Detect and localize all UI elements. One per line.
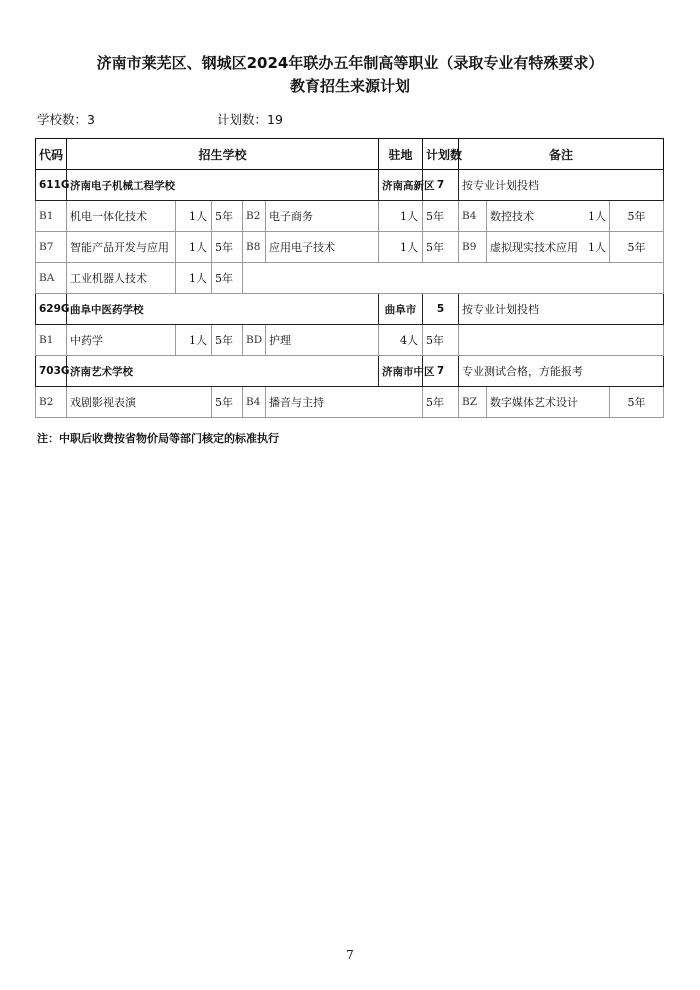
major-quantity: 1人: [176, 263, 212, 294]
page-number: 7: [346, 948, 354, 962]
school-location: 济南市中区: [379, 356, 423, 387]
major-name: 数控技术: [490, 210, 535, 223]
major-code: BZ: [459, 387, 487, 418]
header-code: 代码: [36, 139, 67, 170]
header-school: 招生学校: [67, 139, 379, 170]
major-quantity: 1人: [176, 232, 212, 263]
major-years: 5年: [610, 201, 664, 232]
empty-cell: [459, 325, 664, 356]
major-name: 工业机器人技术: [67, 263, 176, 294]
school-code: 629G: [36, 294, 67, 325]
major-code: B7: [36, 232, 67, 263]
major-years: 5年: [423, 232, 459, 263]
school-code: 703G: [36, 356, 67, 387]
school-location: 济南高新区: [379, 170, 423, 201]
plan-count: 计划数：19: [217, 112, 283, 127]
major-row: [36, 232, 664, 263]
major-quantity: 1人: [588, 210, 607, 223]
major-years: 5年: [212, 263, 243, 294]
major-code: B2: [243, 201, 266, 232]
footnote: 注：中职后收费按省物价局等部门核定的标准执行: [37, 432, 279, 445]
major-code: B4: [243, 387, 266, 418]
major-code: B2: [36, 387, 67, 418]
major-code: BA: [36, 263, 67, 294]
major-years: 5年: [423, 387, 459, 418]
major-quantity: 1人: [176, 325, 212, 356]
major-code: B1: [36, 201, 67, 232]
major-name-with-qty: [487, 201, 610, 232]
major-name: 护理: [266, 325, 379, 356]
header-plan: 计划数: [423, 139, 459, 170]
major-code: BD: [243, 325, 266, 356]
school-plan: 5: [423, 294, 459, 325]
major-name: 电子商务: [266, 201, 379, 232]
school-remark: 按专业计划投档: [459, 294, 664, 325]
document-title-line2: 教育招生来源计划: [289, 77, 410, 95]
major-row: [36, 387, 664, 418]
school-remark: 按专业计划投档: [459, 170, 664, 201]
school-row: [36, 170, 664, 201]
major-years: 5年: [423, 325, 459, 356]
major-code: B4: [459, 201, 487, 232]
school-plan: 7: [423, 356, 459, 387]
empty-cell: [243, 263, 664, 294]
header-location: 驻地: [379, 139, 423, 170]
major-years: 5年: [610, 387, 664, 418]
major-years: 5年: [212, 201, 243, 232]
major-row: [36, 325, 664, 356]
school-remark: 专业测试合格，方能报考: [459, 356, 664, 387]
table-header-row: [36, 139, 664, 170]
major-years: 5年: [212, 387, 243, 418]
major-quantity: 1人: [379, 201, 423, 232]
major-quantity: 1人: [379, 232, 423, 263]
major-name-with-qty: [487, 232, 610, 263]
major-code: B9: [459, 232, 487, 263]
school-name: 济南艺术学校: [67, 356, 379, 387]
school-location: 曲阜市: [379, 294, 423, 325]
major-code: B1: [36, 325, 67, 356]
major-years: 5年: [212, 232, 243, 263]
major-name: 数字媒体艺术设计: [487, 387, 610, 418]
major-name: 播音与主持: [266, 387, 423, 418]
major-name: 虚拟现实技术应用: [490, 241, 579, 254]
school-row: [36, 356, 664, 387]
school-count: 学校数：3: [37, 112, 95, 127]
major-code: B8: [243, 232, 266, 263]
school-name: 济南电子机械工程学校: [67, 170, 379, 201]
major-years: 5年: [423, 201, 459, 232]
school-code: 611G: [36, 170, 67, 201]
major-years: 5年: [212, 325, 243, 356]
major-quantity: 1人: [588, 241, 607, 254]
major-quantity: 4人: [379, 325, 423, 356]
school-plan: 7: [423, 170, 459, 201]
enrollment-plan-table: [35, 138, 664, 418]
major-row: [36, 263, 664, 294]
school-row: [36, 294, 664, 325]
major-name: 戏剧影视表演: [67, 387, 212, 418]
school-name: 曲阜中医药学校: [67, 294, 379, 325]
major-quantity: 1人: [176, 201, 212, 232]
document-title-line1: 济南市莱芜区、钢城区2024年联办五年制高等职业（录取专业有特殊要求）: [96, 54, 604, 72]
header-remarks: 备注: [459, 139, 664, 170]
major-name: 机电一体化技术: [67, 201, 176, 232]
major-name: 中药学: [67, 325, 176, 356]
major-row: [36, 201, 664, 232]
major-name: 应用电子技术: [266, 232, 379, 263]
major-years: 5年: [610, 232, 664, 263]
major-name: 智能产品开发与应用: [67, 232, 176, 263]
